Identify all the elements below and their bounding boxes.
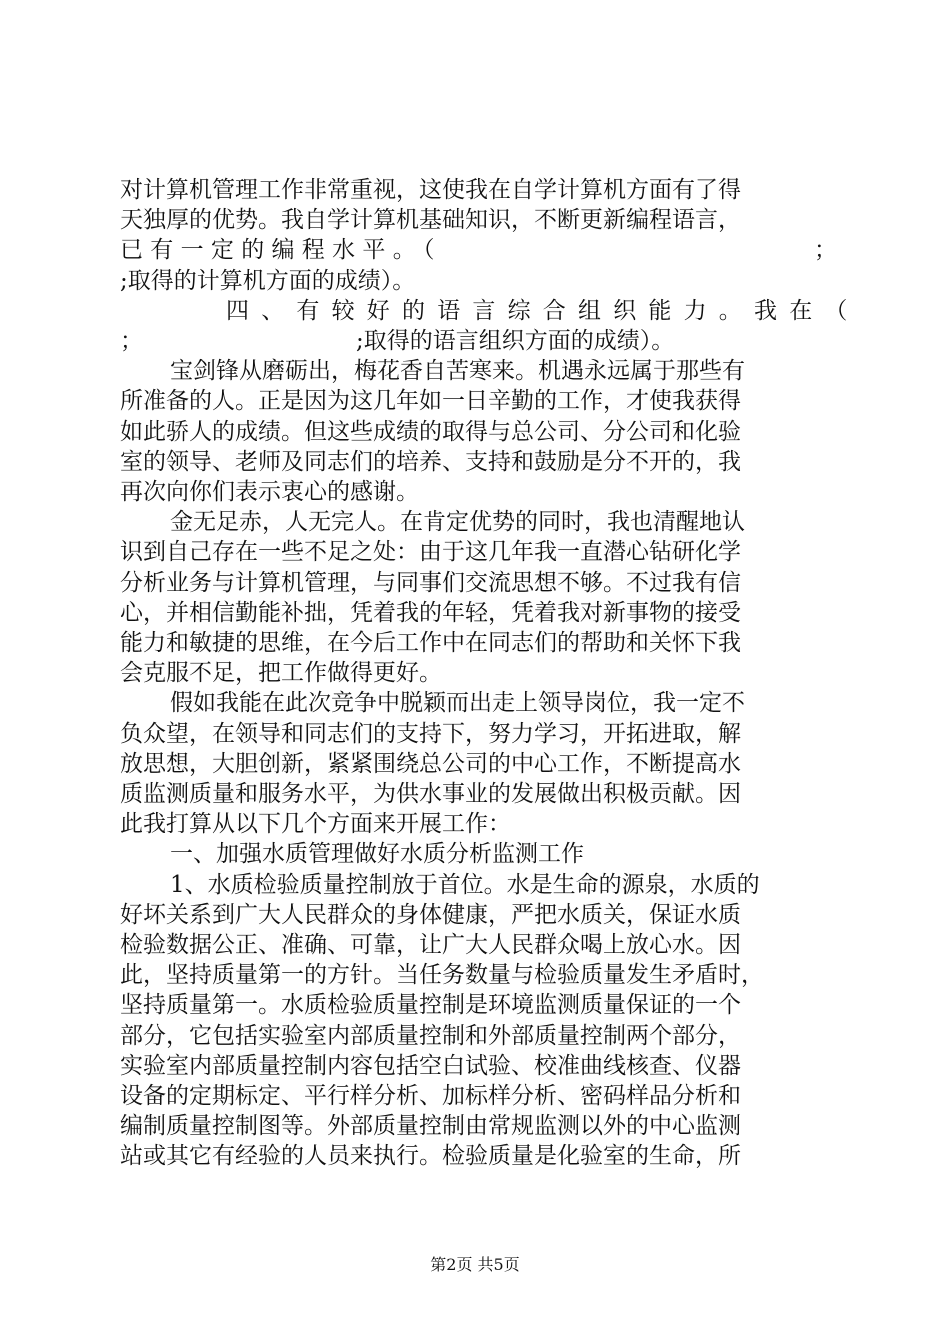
text-line: 金无足赤，人无完人。在肯定优势的同时，我也清醒地认 [170, 509, 745, 536]
text-line: 质监测质量和服务水平，为供水事业的发展做出积极贡献。因 [120, 781, 741, 807]
text-line: 好坏关系到广大人民群众的身体健康，严把水质关，保证水质 [120, 901, 741, 928]
text-line: 分析业务与计算机管理，与同事们交流思想不够。不过我有信 [120, 569, 741, 596]
text-line: 站或其它有经验的人员来执行。检验质量是化验室的生命，所 [120, 1143, 741, 1170]
text-line: 宝剑锋从磨砺出，梅花香自苦寒来。机遇永远属于那些有 [170, 358, 745, 385]
text-line [120, 326, 830, 356]
text-line: 放思想，大胆创新，紧紧围绕总公司的中心工作，不断提高水 [120, 750, 741, 777]
text-line: 室的领导、老师及同志们的培养、支持和鼓励是分不开的，我 [120, 448, 741, 475]
text-segment: ； [814, 237, 837, 264]
text-line: 会克服不足，把工作做得更好。 [120, 660, 442, 687]
text-line: 负众望，在领导和同志们的支持下，努力学习，开拓进取，解 [120, 720, 741, 747]
heading-segment: 四、有较好的语言综合组织能力。我在（ [226, 297, 860, 324]
text-line: 部分，它包括实验室内部质量控制和外部质量控制两个部分， [120, 1022, 741, 1049]
text-line: 对计算机管理工作非常重视，这使我在自学计算机方面有了得 [120, 177, 741, 203]
text-line: 此我打算从以下几个方面来开展工作： [120, 811, 511, 838]
text-line: 编制质量控制图等。外部质量控制由常规监测以外的中心监测 [120, 1113, 741, 1140]
section-heading: 一、加强水质管理做好水质分析监测工作 [170, 841, 584, 868]
text-line [120, 235, 837, 265]
text-line: 所准备的人。正是因为这几年如一日辛勤的工作，才使我获得 [120, 388, 741, 415]
text-line: 坚持质量第一。水质检验质量控制是环境监测质量保证的一个 [120, 992, 741, 1019]
text-line: 假如我能在此次竞争中脱颖而出走上领导岗位，我一定不 [170, 690, 745, 717]
text-line [120, 296, 860, 326]
text-line: 如此骄人的成绩。但这些成绩的取得与总公司、分公司和化验 [120, 418, 741, 445]
text-line: 实验室内部质量控制内容包括空白试验、校准曲线核查、仪器 [120, 1052, 741, 1079]
text-line: 再次向你们表示衷心的感谢。 [120, 479, 419, 505]
text-line: 检验数据公正、准确、可靠，让广大人民群众喝上放心水。因 [120, 932, 741, 958]
text-line: 心，并相信勤能补拙，凭着我的年轻，凭着我对新事物的接受 [120, 599, 741, 626]
text-line: 天独厚的优势。我自学计算机基础知识，不断更新编程语言， [120, 207, 741, 234]
text-segment: 已有一定的编程水平。（ [120, 237, 442, 264]
text-line: 此，坚持质量第一的方针。当任务数量与检验质量发生矛盾时， [120, 962, 764, 989]
text-line: 设备的定期标定、平行样分析、加标样分析、密码样品分析和 [120, 1083, 741, 1109]
text-line: 1、水质检验质量控制放于首位。水是生命的源泉，水质的 [170, 871, 760, 898]
text-segment: ； [120, 328, 143, 354]
text-line: ;取得的计算机方面的成绩）。 [120, 267, 416, 294]
text-line: 识到自己存在一些不足之处：由于这几年我一直潜心钻研化学 [120, 539, 741, 566]
page-footer: 第2页 共5页 [430, 1255, 520, 1274]
text-line: 能力和敏捷的思维，在今后工作中在同志们的帮助和关怀下我 [120, 630, 741, 656]
text-segment: ;取得的语言组织方面的成绩）。 [356, 328, 675, 354]
